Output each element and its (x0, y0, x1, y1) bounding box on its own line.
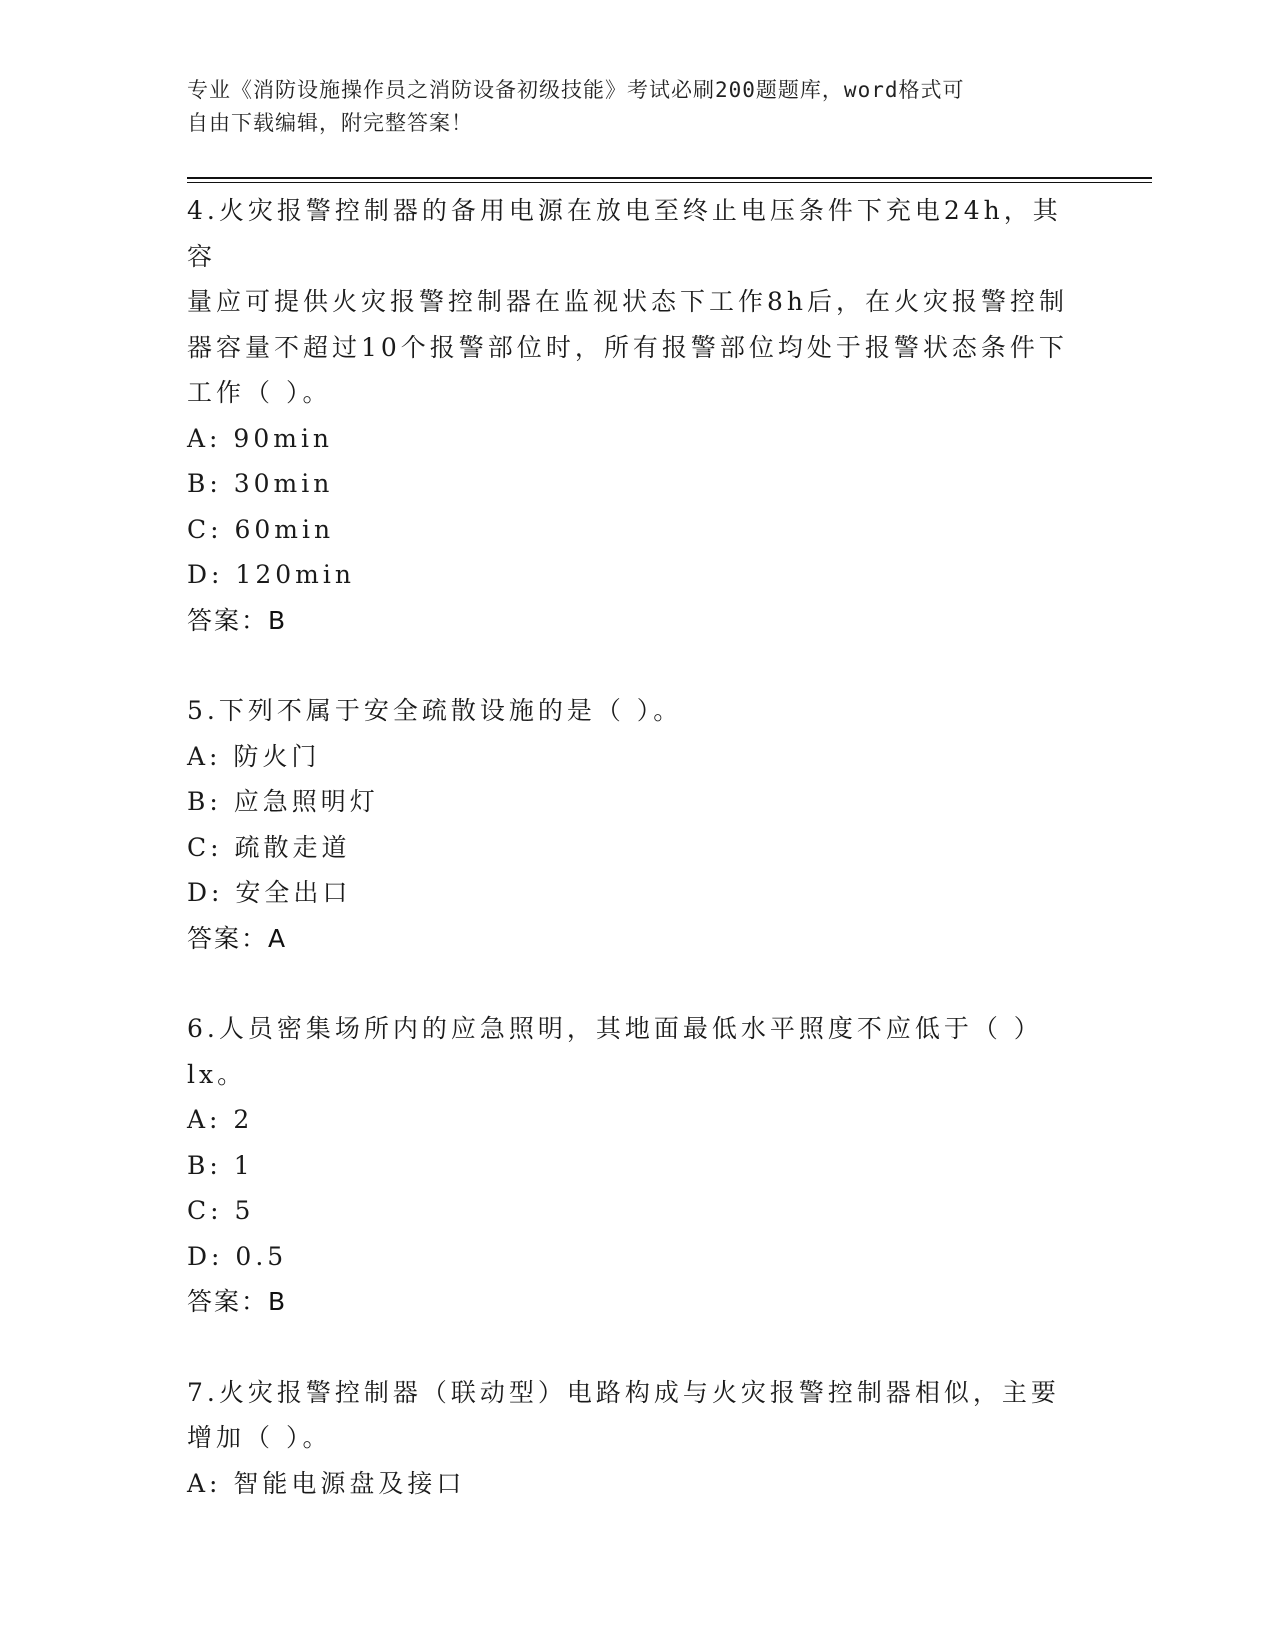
option-b: B: 30min (187, 469, 334, 498)
question-text-line: 6.人员密集场所内的应急照明，其地面最低水平照度不应低于（ ） (187, 1014, 1043, 1043)
question-text-line: lx。 (187, 1059, 247, 1089)
option-a: A: 2 (187, 1105, 254, 1134)
question-text-line: 量应可提供火灾报警控制器在监视状态下工作8h后，在火灾报警控制 (187, 287, 1069, 316)
question-6 (187, 1006, 1087, 1325)
answer-line: 答案：B (187, 605, 288, 635)
spacer (187, 961, 1087, 1006)
question-text-line: 工作（ ）。 (187, 378, 332, 407)
question-list (187, 188, 1087, 1506)
option-c: C: 5 (187, 1196, 255, 1225)
question-text-line: 4.火灾报警控制器的备用电源在放电至终止电压条件下充电24h，其容 (187, 196, 1062, 271)
option-c: C: 60min (187, 514, 335, 544)
header-line-1: 专业《消防设施操作员之消防设备初级技能》考试必刷200题题库，word格式可 (187, 78, 965, 102)
question-text-line: 7.火灾报警控制器（联动型）电路构成与火灾报警控制器相似，主要 (187, 1377, 1060, 1407)
option-c: C: 疏散走道 (187, 832, 351, 862)
spacer (187, 643, 1087, 688)
option-a: A: 防火门 (187, 741, 321, 771)
answer-line: 答案：B (187, 1287, 288, 1316)
question-text-line: 5.下列不属于安全疏散设施的是（ ）。 (187, 696, 683, 725)
option-d: D: 120min (187, 560, 355, 589)
question-7 (187, 1370, 1087, 1507)
question-5 (187, 688, 1087, 961)
option-b: B: 1 (187, 1150, 254, 1180)
option-d: D: 0.5 (187, 1241, 288, 1271)
question-text-line: 增加（ ）。 (187, 1423, 332, 1452)
option-d: D: 安全出口 (187, 878, 352, 907)
option-a: A: 智能电源盘及接口 (187, 1468, 466, 1498)
answer-line: 答案：A (187, 923, 288, 953)
question-text-line: 器容量不超过10个报警部位时，所有报警部位均处于报警状态条件下 (187, 332, 1068, 362)
option-b: B: 应急照明灯 (187, 787, 379, 816)
document-header (187, 74, 1067, 140)
question-4 (187, 188, 1087, 643)
header-line-2: 自由下载编辑，附完整答案！ (187, 111, 473, 135)
option-a: A: 90min (187, 423, 334, 453)
header-divider-thick (187, 177, 1152, 179)
header-divider-thin (187, 182, 1152, 183)
spacer (187, 1325, 1087, 1370)
